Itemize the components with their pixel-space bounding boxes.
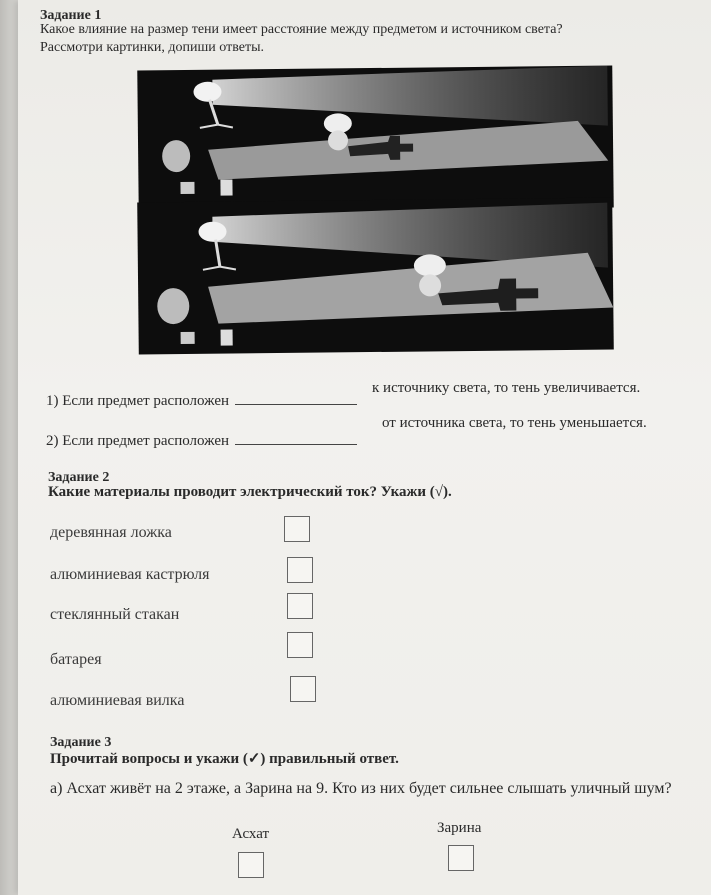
checkbox-aluminum-fork[interactable] <box>290 676 316 702</box>
globe-icon <box>162 140 190 172</box>
task1-title: Задание 1 <box>40 8 102 23</box>
answer-blank-1[interactable] <box>235 392 357 405</box>
light-beam <box>212 66 608 130</box>
material-label: алюминиевая кастрюля <box>50 566 210 583</box>
task2-question: Какие материалы проводит электрический ток? Укажи (√). <box>48 484 452 500</box>
checkbox-wooden-spoon[interactable] <box>284 516 310 542</box>
page-edge <box>0 0 18 895</box>
task1-question: Какое влияние на размер тени имеет расстояние между предметом и источником света? <box>40 22 563 37</box>
task3-question: Прочитай вопросы и укажи (✓) правильный ответ. <box>50 751 399 767</box>
task3-title: Задание 3 <box>50 735 112 750</box>
checkbox-zarina[interactable] <box>448 845 474 871</box>
material-label: стеклянный стакан <box>50 606 180 623</box>
checkbox-askhat[interactable] <box>238 852 264 878</box>
task2-title: Задание 2 <box>48 470 110 485</box>
answer-line-2 <box>46 432 363 450</box>
material-label: алюминиевая вилка <box>50 692 185 709</box>
material-label: деревянная ложка <box>50 524 172 541</box>
table-surface <box>208 253 614 324</box>
sentence2-start: 2) Если предмет расположен <box>46 433 230 449</box>
task3-subquestion: а) Асхат живёт на 2 этаже, а Зарина на 9. Кто из них будет сильнее слышать уличный шум? <box>50 780 672 797</box>
sentence1-end: к источнику света, то тень увеличивается. <box>372 380 641 396</box>
sentence1-start: 1) Если предмет расположен <box>46 393 230 409</box>
shadow-photo-far <box>137 198 614 355</box>
checkbox-aluminum-pot[interactable] <box>287 557 313 583</box>
checkbox-glass[interactable] <box>287 593 313 619</box>
answer-blank-2[interactable] <box>235 432 357 445</box>
globe-icon <box>157 288 189 324</box>
option-askhat-label: Асхат <box>232 826 270 842</box>
material-label: батарея <box>50 651 102 668</box>
sentence2-end: от источника света, то тень уменьшается. <box>382 415 647 431</box>
shadow-photo-near <box>137 66 613 213</box>
option-zarina-label: Зарина <box>437 820 482 836</box>
task1-instruction: Рассмотри картинки, допиши ответы. <box>40 40 264 55</box>
answer-line-1 <box>46 392 363 410</box>
checkbox-battery[interactable] <box>287 632 313 658</box>
